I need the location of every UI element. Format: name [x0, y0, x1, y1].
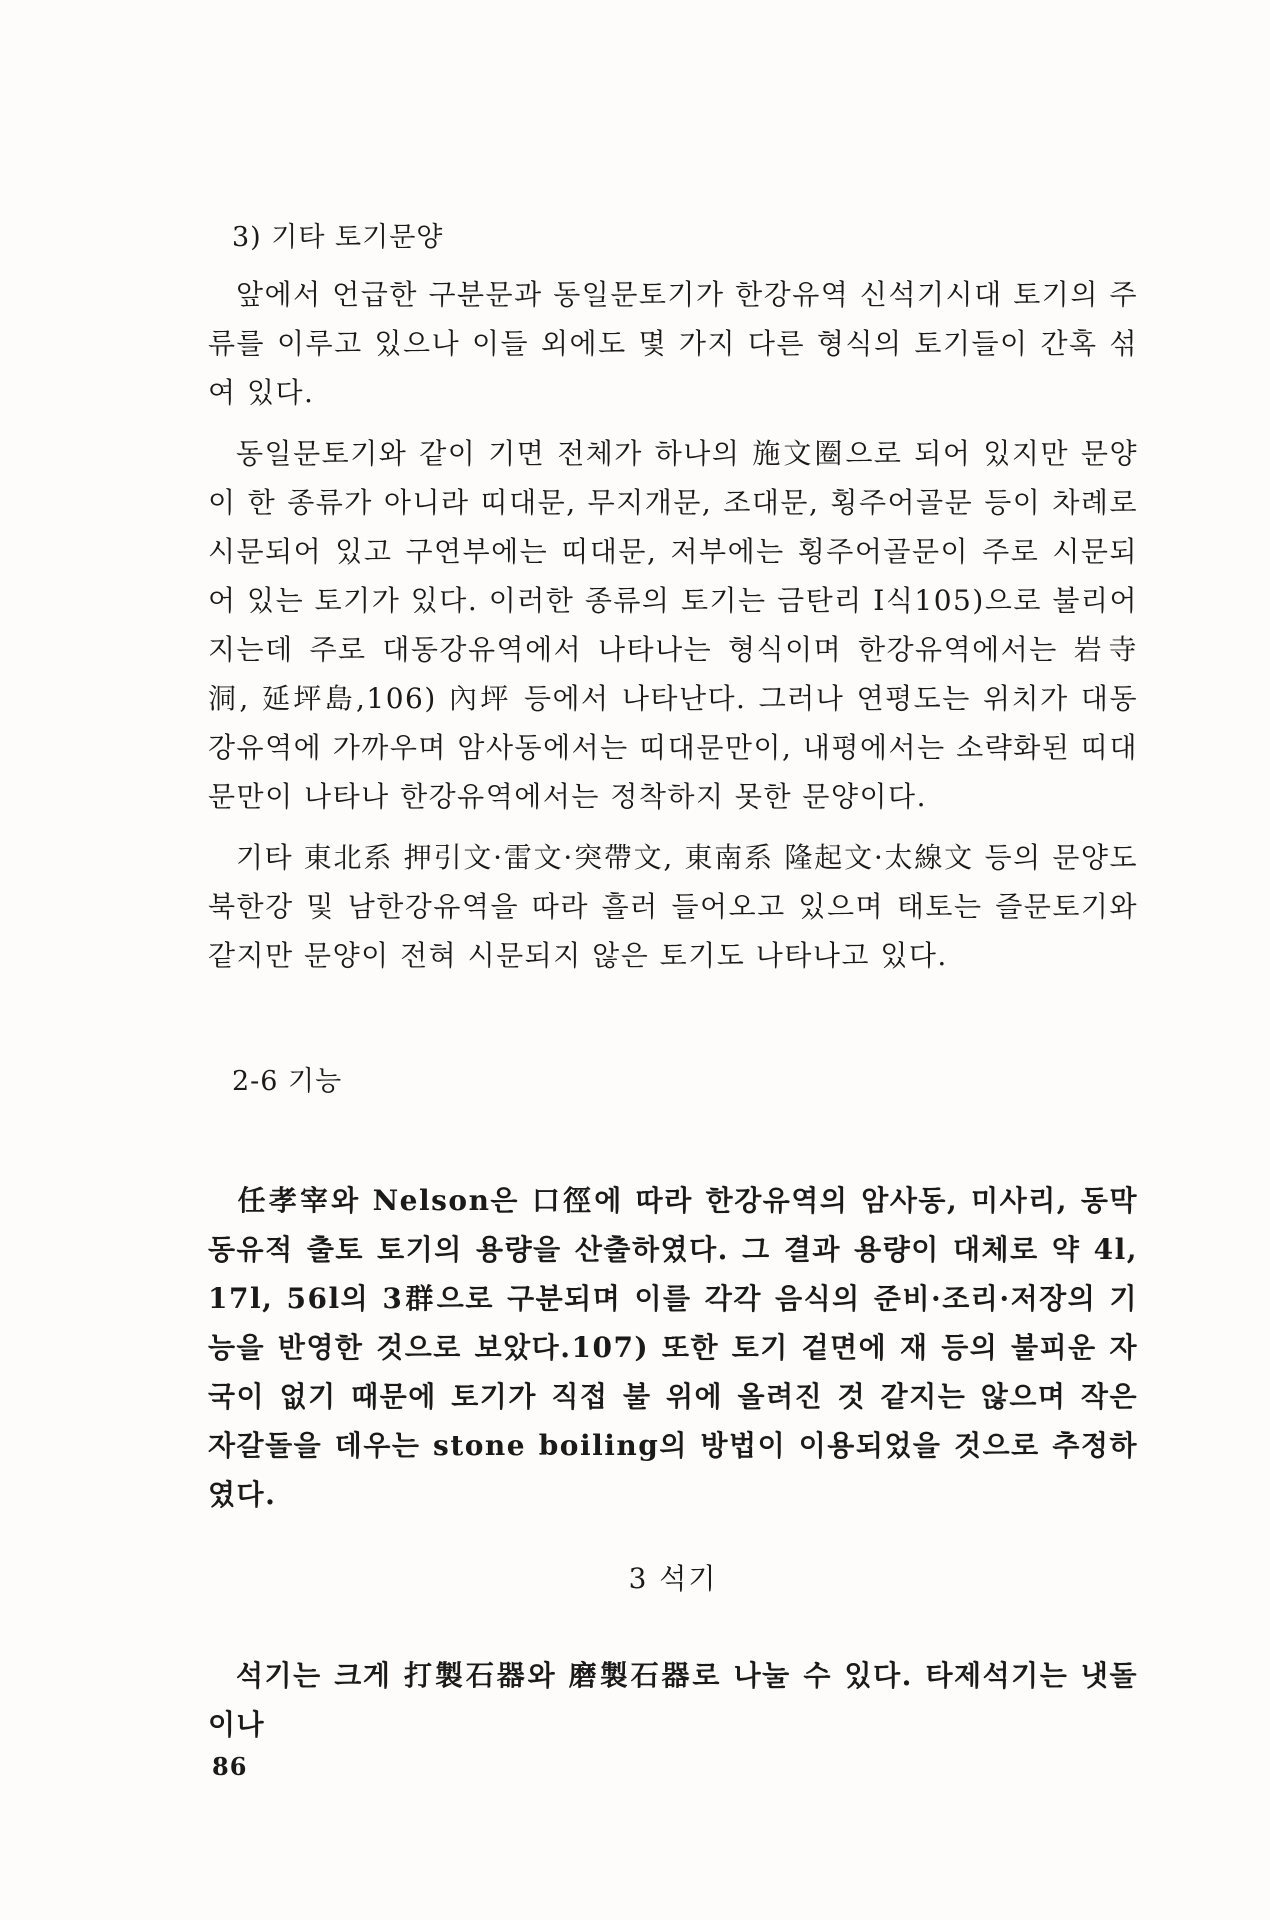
paragraph — [208, 833, 1138, 980]
subsection-heading-other-patterns: 3) 기타 토기문양 — [232, 222, 444, 253]
paragraph-text: 앞에서 언급한 구분문과 동일문토기가 한강유역 신석기시대 토기의 주류를 이루고 있으나 이들 외에도 몇 가지 다른 형식의 토기들이 간혹 섞여 있다. — [208, 278, 1138, 409]
subsection-heading-function: 2-6 기능 — [232, 1066, 343, 1097]
page-number: 86 — [212, 1752, 248, 1781]
paragraph — [208, 1176, 1138, 1519]
page-content — [208, 218, 1138, 1761]
paragraph — [208, 429, 1138, 821]
paragraph-text: 동일문토기와 같이 기면 전체가 하나의 施文圈으로 되어 있지만 문양이 한 종류가 아니라 띠대문, 무지개문, 조대문, 횡주어골문 등이 차례로 시문되어 있고 구연부에는 띠대문, 저부에는 횡주어골문이 주로 시문되어 있는 토기가 있다. 이러한 종류의 토기는 금탄리 Ⅰ식105)으로 불리어지는데 주로 대동강유역에서 나타나는 형식이며 한강유역에서는 岩寺洞, 延坪島,106) 內坪 등에서 나타난다. 그러나 연평도는 위치가 대동강유역에 가까우며 암사동에서는 띠대문만이, 내평에서는 소략화된 띠대문만이 나타나 한강유역에서는 정착하지 못한 문양이다. — [208, 437, 1138, 813]
paragraph-text: 기타 東北系 押引文·雷文·突帶文, 東南系 隆起文·太線文 등의 문양도 북한강 및 남한강유역을 따라 흘러 들어오고 있으며 태토는 즐문토기와 같지만 문양이 전혀 시문되지 않은 토기도 나타나고 있다. — [208, 841, 1138, 972]
paragraph — [208, 1651, 1138, 1749]
section-title-stone-tools: 3 석기 — [628, 1562, 718, 1595]
paragraph — [208, 270, 1138, 417]
paragraph-text: 석기는 크게 打製石器와 磨製石器로 나눌 수 있다. 타제석기는 냇돌이나 — [208, 1659, 1138, 1741]
paragraph-text: 任孝宰와 Nelson은 口徑에 따라 한강유역의 암사동, 미사리, 동막동유적 출토 토기의 용량을 산출하였다. 그 결과 용량이 대체로 약 4l, 17l, 56l의 3群으로 구분되며 이를 각각 음식의 준비·조리·저장의 기능을 반영한 것으로 보았다.107) 또한 토기 겉면에 재 등의 불피운 자국이 없기 때문에 토기가 직접 불 위에 올려진 것 같지는 않으며 작은 자갈돌을 데우는 stone boiling의 방법이 이용되었을 것으로 추정하였다. — [208, 1184, 1138, 1511]
